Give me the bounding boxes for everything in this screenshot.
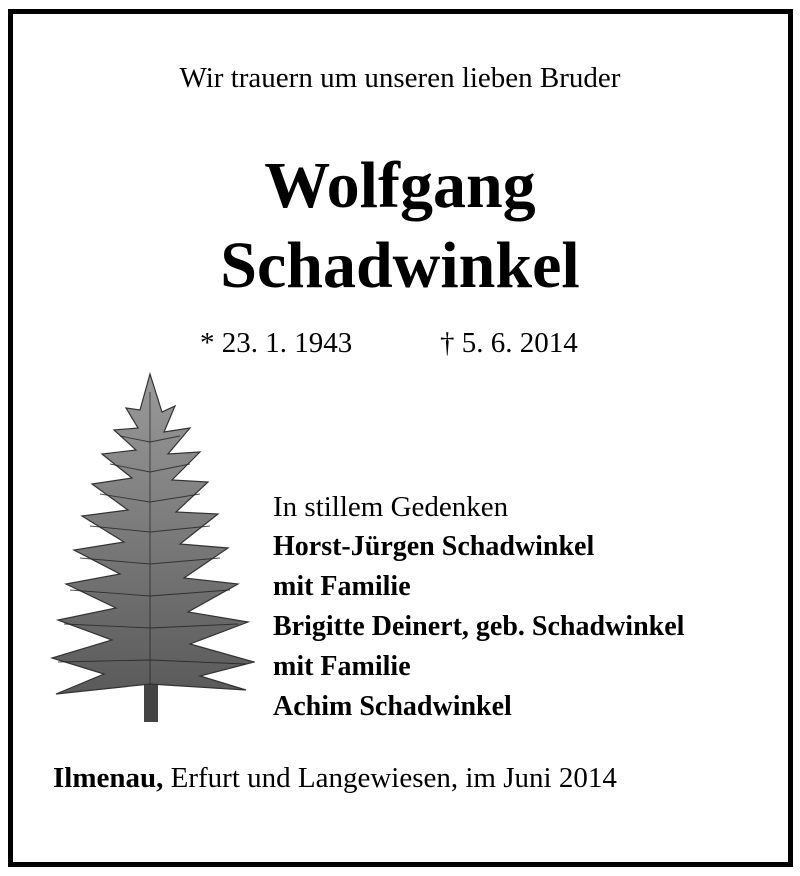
place-bold: Ilmenau, [53, 762, 164, 794]
first-name: Wolfgang [264, 149, 536, 222]
place-date-line [53, 762, 617, 795]
birth-date: * 23. 1. 1943 [200, 327, 353, 359]
mourner-line: Achim Schadwinkel [273, 691, 512, 722]
deceased-name [0, 146, 800, 306]
last-name: Schadwinkel [220, 229, 580, 302]
death-date: † 5. 6. 2014 [440, 327, 578, 359]
mourners-block [273, 487, 684, 727]
mourner-line: mit Familie [273, 651, 411, 682]
mourner-line: mit Familie [273, 571, 411, 602]
mourner-line: Horst-Jürgen Schadwinkel [273, 531, 595, 562]
mourner-line: Brigitte Deinert, geb. Schadwinkel [273, 611, 685, 642]
mourners-intro: In stillem Gedenken [273, 491, 509, 523]
place-rest: Erfurt und Langewiesen, im Juni 2014 [163, 762, 617, 794]
fir-tree-icon [50, 372, 255, 724]
intro-text: Wir trauern um unseren lieben Bruder [179, 62, 621, 94]
